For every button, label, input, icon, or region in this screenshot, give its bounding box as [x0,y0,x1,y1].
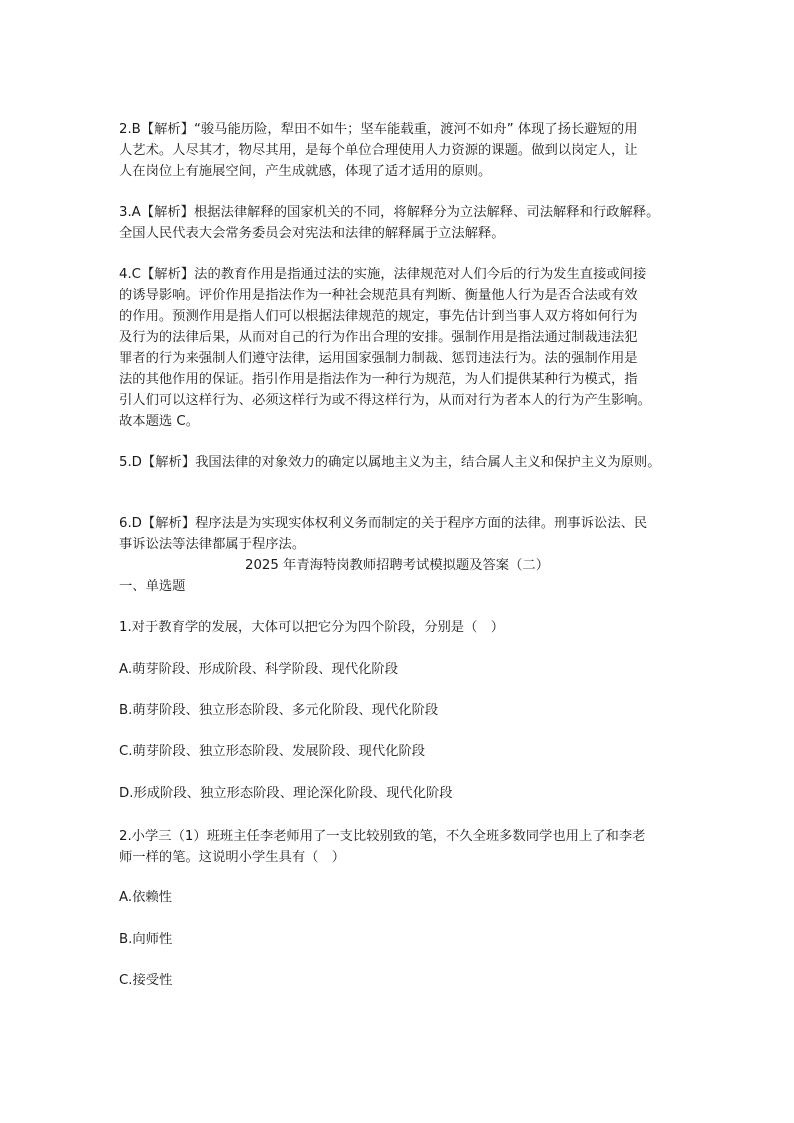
answer-line: 2.B【解析】“骏马能历险，犁田不如牛；坚车能载重，渡河不如舟” 体现了扬长避短的用 [119,122,638,137]
answer-line: 及行为的法律后果，从而对自己的行为作出合理的安排。强制作用是指法通过制裁违法犯 [119,330,638,345]
answer-2 [119,119,689,182]
question-2-stem [119,826,689,868]
option [119,700,689,721]
question-1-stem [119,617,689,638]
answer-line: 故本题选 C。 [119,414,199,429]
option-c: C.接受性 [119,973,173,988]
option [119,659,689,680]
question-stem-line: 2.小学三（1）班班主任李老师用了一支比较别致的笔，不久全班多数同学也用上了和李老 [119,829,646,844]
section-heading-text: 一、单选题 [119,579,186,594]
answer-line: 4.C【解析】法的教育作用是指通过法的实施，法律规范对人们今后的行为发生直接或间接 [119,267,647,282]
option [119,970,689,991]
answer-line: 法的其他作用的保证。指引作用是指法作为一种行为规范，为人们提供某种行为模式，指 [119,372,638,387]
answer-line: 人在岗位上有施展空间，产生成就感，体现了适才适用的原则。 [119,164,492,179]
answer-line: 5.D【解析】我国法律的对象效力的确定以属地主义为主，结合属人主义和保护主义为原则。 [119,455,661,470]
question-stem-line: 师一样的笔。这说明小学生具有（ ） [119,850,346,865]
answer-line: 的作用。预测作用是指人们可以根据法律规范的规定，事先估计到当事人双方将如何行为 [119,309,638,324]
question-stem: 1.对于教育学的发展，大体可以把它分为四个阶段，分别是（ ） [119,620,504,635]
answer-line: 人艺术。人尽其才，物尽其用，是每个单位合理使用人力资源的课题。做到以岗定人，让 [119,143,638,158]
option-b: B.向师性 [119,932,173,947]
option [119,741,689,762]
option [119,783,689,804]
option [119,887,689,908]
answer-4 [119,264,689,432]
answer-line: 引人们可以这样行为、必须这样行为或不得这样行为，从而对行为者本人的行为产生影响。 [119,393,651,408]
option-d: D.形成阶段、独立形态阶段、理论深化阶段、现代化阶段 [119,786,453,801]
answer-line: 6.D【解析】程序法是为实现实体权利义务而制定的关于程序方面的法律。刑事诉讼法、民 [119,516,648,531]
answer-line: 罪者的行为来强制人们遵守法律，运用国家强制力制裁、惩罚违法行为。法的强制作用是 [119,351,638,366]
answer-line: 的诱导影响。评价作用是指法作为一种社会规范具有判断、衡量他人行为是否合法或有效 [119,288,638,303]
option-a: A.依赖性 [119,890,172,905]
section-heading [119,576,689,597]
answer-line: 全国人民代表大会常务委员会对宪法和法律的解释属于立法解释。 [119,226,505,241]
answer-3 [119,202,689,244]
option-a: A.萌芽阶段、形成阶段、科学阶段、现代化阶段 [119,662,399,677]
answer-5 [119,452,689,473]
option-c: C.萌芽阶段、独立形态阶段、发展阶段、现代化阶段 [119,744,426,759]
section-title: 2025 年青海特岗教师招聘考试模拟题及答案（二） [244,558,549,573]
answer-6 [119,513,689,555]
option-b: B.萌芽阶段、独立形态阶段、多元化阶段、现代化阶段 [119,703,439,718]
answer-line: 3.A【解析】根据法律解释的国家机关的不同，将解释分为立法解释、司法解释和行政解释。 [119,205,660,220]
option [119,929,689,950]
answer-line: 事诉讼法等法律都属于程序法。 [119,537,306,552]
